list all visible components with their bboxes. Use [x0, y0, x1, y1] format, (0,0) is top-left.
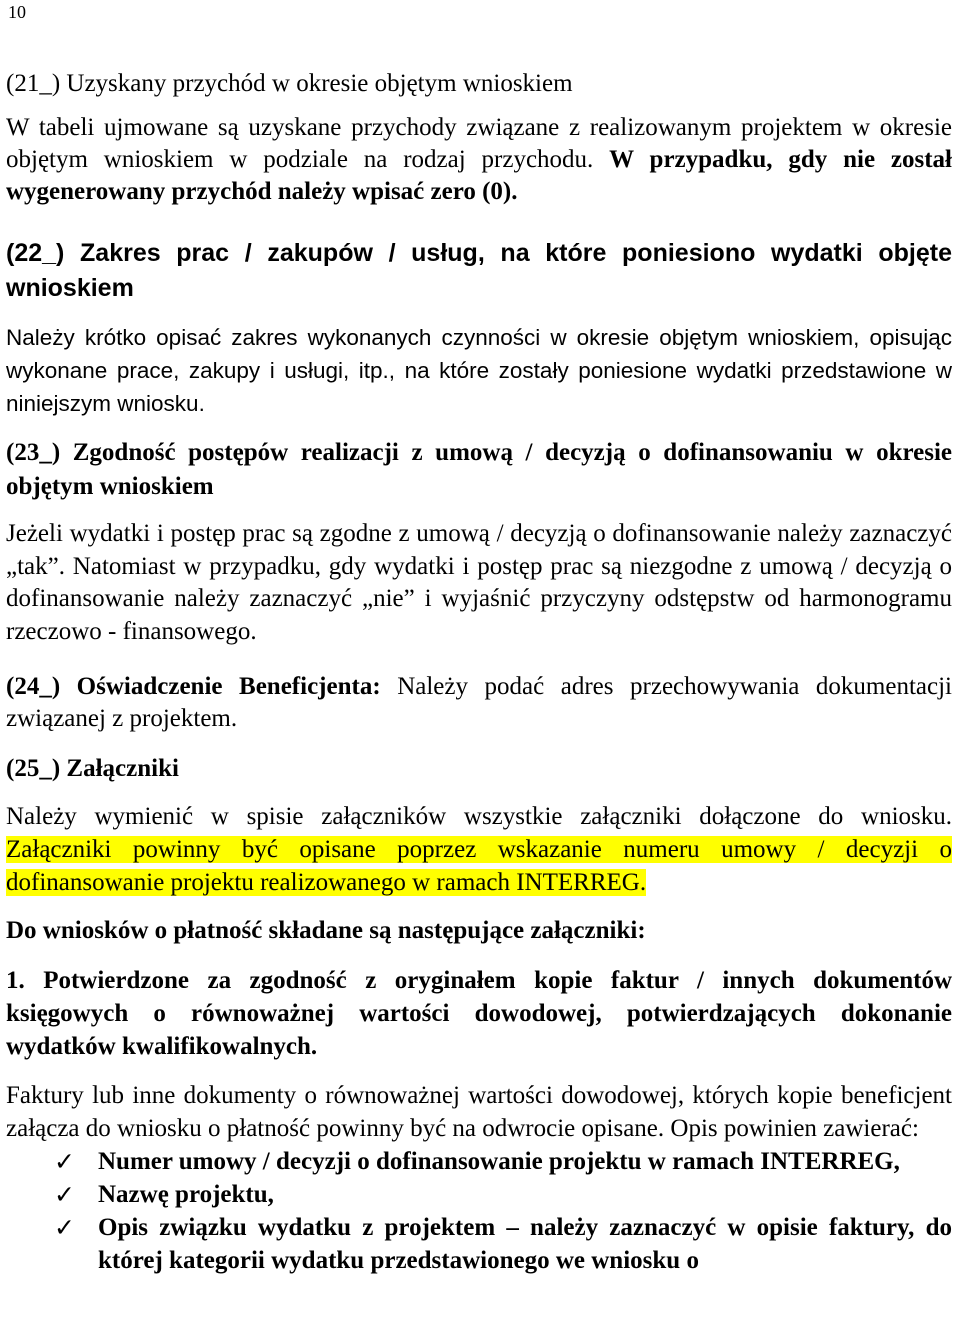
section-25-text [6, 800, 952, 899]
section-25-heading: (25_) Załączniki [6, 755, 179, 782]
checklist-item [6, 1178, 952, 1211]
section-25 [6, 752, 952, 899]
section-23-text-b: Natomiast w przypadku, gdy wydatki i postęp prac są niezgodne z umową / decyzją o dofinansowanie należy zaznaczyć „nie” i wyjaśnić przyczyny odstępstw od harmonogramu rzeczowo - finansowego. [6, 552, 952, 645]
section-21 [6, 68, 952, 208]
check-mark-icon: ✓ [54, 1213, 75, 1242]
section-25-text-plain: Należy wymienić w spisie załączników wszystkie załączniki dołączone do wniosku. [6, 803, 952, 830]
section-24-label: (24_) Oświadczenie Beneficjenta: [6, 673, 381, 700]
attachments-section [6, 914, 952, 1277]
checklist-item [6, 1211, 952, 1277]
section-22-heading: (22_) Zakres prac / zakupów / usług, na które poniesiono wydatki objęte wnioskiem [6, 239, 952, 302]
check-mark-icon: ✓ [54, 1147, 75, 1176]
section-23 [6, 436, 952, 648]
check-mark-icon: ✓ [54, 1180, 75, 1209]
section-23-text-a: Jeżeli wydatki i postęp prac są zgodne z umową / decyzją o dofinansowanie należy zaznaczyć „tak”. [6, 520, 952, 580]
section-24 [6, 671, 952, 735]
checklist-item-text: Numer umowy / decyzji o dofinansowanie projektu w ramach INTERREG, [98, 1148, 900, 1175]
section-24-text: Należy podać adres przechowywania dokumentacji związanej z projektem. [6, 673, 953, 732]
section-21-text-b: W przypadku, gdy nie został wygenerowany przychód należy wpisać zero (0). [6, 146, 952, 205]
section-22-text: Należy krótko opisać zakres wykonanych czynności w okresie objętym wnioskiem, opisując wykonane prace, zakupy i usługi, itp., na które zostały poniesione wydatki przedstawione w niniejszym wniosku. [6, 325, 952, 416]
page-number: 10 [8, 2, 26, 22]
section-23-heading: (23_) Zgodność postępów realizacji z umową / decyzją o dofinansowaniu w okresie objętym wnioskiem [6, 439, 952, 500]
section-21-text [6, 112, 952, 208]
section-22 [6, 236, 952, 420]
section-21-heading: (21_) Uzyskany przychód w okresie objętym wnioskiem [6, 70, 573, 97]
checklist-item-text: Nazwę projektu, [98, 1181, 274, 1208]
section-21-text-a: W tabeli ujmowane są uzyskane przychody związane z realizowanym projektem w okresie objętym wnioskiem w podziale na rodzaj przychodu. [6, 114, 952, 173]
attachment-item-1: 1. Potwierdzone za zgodność z oryginałem kopie faktur / innych dokumentów księgowych o równoważnej wartości dowodowej, potwierdzających dokonanie wydatków kwalifikowalnych. [6, 967, 952, 1060]
section-23-text [6, 518, 952, 648]
attachments-checklist [6, 1145, 952, 1277]
attachments-heading: Do wniosków o płatność składane są następujące załączniki: [6, 917, 646, 944]
checklist-item [6, 1145, 952, 1178]
checklist-item-text: Opis związku wydatku z projektem – należy zaznaczyć w opisie faktury, do której kategorii wydatku przedstawionego we wniosku o [98, 1214, 952, 1274]
attachments-description: Faktury lub inne dokumenty o równoważnej wartości dowodowej, których kopie beneficjent załącza do wniosku o płatność powinny być na odwrocie opisane. Opis powinien zawierać: [6, 1082, 952, 1142]
section-25-text-highlight: Załączniki powinny być opisane poprzez wskazanie numeru umowy / decyzji o dofinansowanie projektu realizowanego w ramach INTERREG. [6, 836, 952, 896]
